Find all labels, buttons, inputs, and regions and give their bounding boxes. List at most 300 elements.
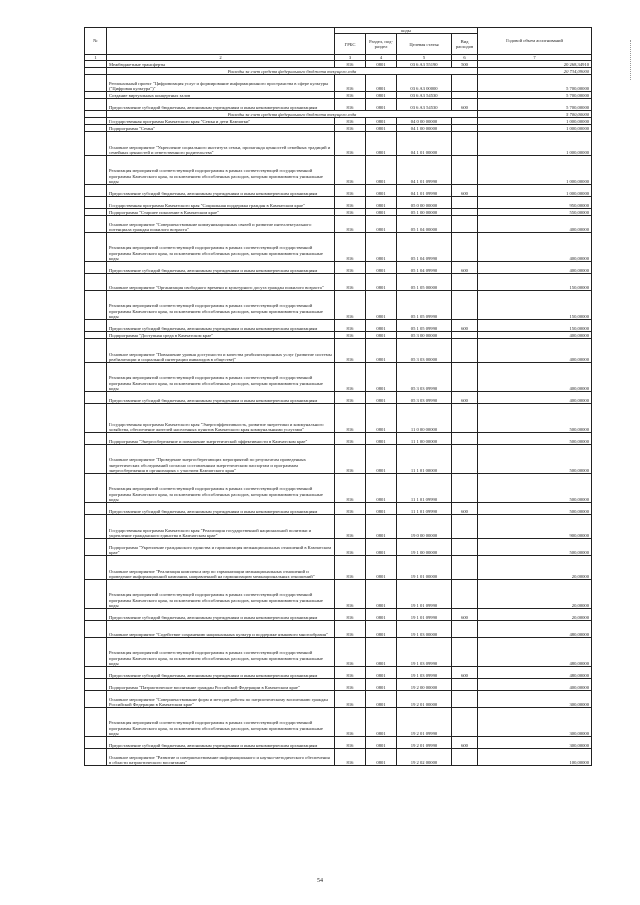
table-row bbox=[85, 320, 592, 332]
table-row bbox=[85, 291, 592, 320]
annual-amount-cell: 550,00000 bbox=[478, 209, 592, 216]
expense-name-cell: Предоставление субсидий бюджетным, автономным учреждениям и иным некоммерческим организациям bbox=[107, 503, 335, 515]
expense-type-cell bbox=[452, 332, 478, 339]
target-article-cell: 19 2 01 09990 bbox=[397, 708, 452, 737]
grbs-cell: 816 bbox=[335, 708, 366, 737]
target-article-cell: 05 1 05 09990 bbox=[397, 320, 452, 332]
annual-amount-cell: 500,00000 bbox=[478, 445, 592, 474]
document-sheet bbox=[84, 27, 591, 766]
expense-name-cell: Основное мероприятие "Развитие и совершенствование информационного и научно-методического обеспечения в области патриотического воспитания" bbox=[107, 749, 335, 766]
expense-name-cell: Межбюджетные трансферты bbox=[107, 61, 335, 68]
table-row bbox=[85, 515, 592, 539]
annual-amount-cell: 400,00000 bbox=[478, 679, 592, 691]
expense-type-cell bbox=[452, 274, 478, 291]
table-row bbox=[85, 667, 592, 679]
annual-amount-cell: 1 000,00000 bbox=[478, 132, 592, 156]
funding-note-amount: 20 734,09000 bbox=[478, 68, 592, 75]
funding-note-text: Расходы за счет средств федерального бюджета текущего года bbox=[107, 111, 478, 118]
grbs-cell: 816 bbox=[335, 691, 366, 708]
table-row bbox=[85, 363, 592, 392]
row-number-cell bbox=[85, 691, 107, 708]
annual-amount-cell: 150,00000 bbox=[478, 291, 592, 320]
target-article-cell: 19 0 00 00000 bbox=[397, 515, 452, 539]
expense-type-cell bbox=[452, 233, 478, 262]
header-target-article: Целевая статья bbox=[397, 34, 452, 55]
expense-type-cell bbox=[452, 556, 478, 580]
section-cell: 0801 bbox=[366, 749, 397, 766]
expense-type-cell: 600 bbox=[452, 609, 478, 621]
section-cell: 0801 bbox=[366, 708, 397, 737]
annual-amount-cell: 400,00000 bbox=[478, 216, 592, 233]
grbs-cell: 816 bbox=[335, 92, 366, 99]
expense-type-cell bbox=[452, 638, 478, 667]
annual-amount-cell: 1 000,00000 bbox=[478, 118, 592, 125]
row-number-cell bbox=[85, 332, 107, 339]
table-row bbox=[85, 679, 592, 691]
target-article-cell: 05 1 04 09990 bbox=[397, 233, 452, 262]
grbs-cell: 816 bbox=[335, 667, 366, 679]
table-row bbox=[85, 392, 592, 404]
expense-type-cell bbox=[452, 539, 478, 556]
section-cell: 0801 bbox=[366, 503, 397, 515]
expense-name-cell: Основное мероприятие "Укрепление социального института семьи, пропаганда ценностей семейных традиций и семейных ценностей и ответственного родительства" bbox=[107, 132, 335, 156]
target-article-cell: 19 2 02 00000 bbox=[397, 749, 452, 766]
column-index: 2 bbox=[107, 55, 335, 61]
annual-amount-cell: 400,00000 bbox=[478, 233, 592, 262]
expense-name-cell: Основное мероприятие "Совершенствование форм и методов работы по патриотическому воспитанию граждан Российской Федерации в Камчатском крае" bbox=[107, 691, 335, 708]
grbs-cell: 816 bbox=[335, 156, 366, 185]
annual-amount-cell: 400,00000 bbox=[478, 363, 592, 392]
target-article-cell: 19 1 00 00000 bbox=[397, 539, 452, 556]
funding-note-row bbox=[85, 111, 592, 118]
section-cell: 0801 bbox=[366, 92, 397, 99]
expense-type-cell bbox=[452, 708, 478, 737]
expense-type-cell bbox=[452, 749, 478, 766]
grbs-cell: 816 bbox=[335, 75, 366, 92]
table-row bbox=[85, 274, 592, 291]
section-cell: 0801 bbox=[366, 274, 397, 291]
row-number-cell bbox=[85, 320, 107, 332]
section-cell: 0801 bbox=[366, 291, 397, 320]
grbs-cell: 816 bbox=[335, 274, 366, 291]
row-number-cell bbox=[85, 75, 107, 92]
annual-amount-cell: 1 000,00000 bbox=[478, 125, 592, 132]
expense-type-cell: 600 bbox=[452, 392, 478, 404]
expense-name-cell: Основное мероприятие "Организация свободного времени и культурного досуга граждан пожилого возраста" bbox=[107, 274, 335, 291]
expense-type-cell: 600 bbox=[452, 262, 478, 274]
grbs-cell: 816 bbox=[335, 679, 366, 691]
row-number-cell bbox=[85, 233, 107, 262]
column-index: 6 bbox=[452, 55, 478, 61]
target-article-cell: 11 1 00 00000 bbox=[397, 433, 452, 445]
funding-note-row bbox=[85, 68, 592, 75]
annual-amount-cell: 500,00000 bbox=[478, 539, 592, 556]
annual-amount-cell: 300,00000 bbox=[478, 708, 592, 737]
expense-name-cell: Реализация мероприятий соответствующей подпрограммы в рамках соответствующей государственной программы Камчатского края, за исключением обособленных расходов, которым присваиваются уникальные коды bbox=[107, 580, 335, 609]
section-cell: 0801 bbox=[366, 580, 397, 609]
table-row bbox=[85, 262, 592, 274]
row-number-cell bbox=[85, 209, 107, 216]
row-number-cell bbox=[85, 404, 107, 433]
table-row bbox=[85, 433, 592, 445]
annual-amount-cell: 400,00000 bbox=[478, 392, 592, 404]
grbs-cell: 816 bbox=[335, 332, 366, 339]
grbs-cell: 816 bbox=[335, 233, 366, 262]
table-row bbox=[85, 474, 592, 503]
table-row bbox=[85, 209, 592, 216]
section-cell: 0801 bbox=[366, 125, 397, 132]
annual-amount-cell: 150,00000 bbox=[478, 274, 592, 291]
target-article-cell: 19 2 01 09990 bbox=[397, 737, 452, 749]
section-cell: 0801 bbox=[366, 404, 397, 433]
section-cell: 0801 bbox=[366, 556, 397, 580]
annual-amount-cell: 5 700,00000 bbox=[478, 75, 592, 92]
expense-type-cell bbox=[452, 291, 478, 320]
row-number-cell bbox=[85, 392, 107, 404]
table-row bbox=[85, 737, 592, 749]
section-cell: 0801 bbox=[366, 185, 397, 197]
grbs-cell: 816 bbox=[335, 515, 366, 539]
expense-name-cell: Государственная программа Камчатского края "Семья и дети Камчатки" bbox=[107, 118, 335, 125]
column-index: 1 bbox=[85, 55, 107, 61]
annual-amount-cell: 20,00000 bbox=[478, 609, 592, 621]
grbs-cell: 816 bbox=[335, 474, 366, 503]
target-article-cell: 03 6 A3 54530 bbox=[397, 92, 452, 99]
row-number-cell bbox=[85, 749, 107, 766]
column-index: 3 bbox=[335, 55, 366, 61]
expense-type-cell bbox=[452, 515, 478, 539]
table-row bbox=[85, 445, 592, 474]
expense-name-cell: Реализация мероприятий соответствующей подпрограммы в рамках соответствующей государственной программы Камчатского края, за исключением обособленных расходов, которым присваиваются уникальные коды bbox=[107, 708, 335, 737]
expense-type-cell bbox=[452, 197, 478, 209]
target-article-cell: 04 1 01 09990 bbox=[397, 185, 452, 197]
target-article-cell: 05 1 05 09990 bbox=[397, 291, 452, 320]
target-article-cell: 03 6 A3 55190 bbox=[397, 61, 452, 68]
section-cell: 0801 bbox=[366, 216, 397, 233]
row-number-cell bbox=[85, 433, 107, 445]
table-row bbox=[85, 216, 592, 233]
target-article-cell: 11 1 01 09990 bbox=[397, 503, 452, 515]
row-number-cell bbox=[85, 99, 107, 111]
table-body bbox=[85, 61, 592, 766]
section-cell: 0801 bbox=[366, 474, 397, 503]
target-article-cell: 04 0 00 00000 bbox=[397, 118, 452, 125]
annual-amount-cell: 300,00000 bbox=[478, 737, 592, 749]
annual-amount-cell: 500,00000 bbox=[478, 474, 592, 503]
expense-name-cell: Предоставление субсидий бюджетным, автономным учреждениям и иным некоммерческим организациям bbox=[107, 392, 335, 404]
expense-name-cell: Подпрограмма "Доступная среда в Камчатском крае" bbox=[107, 332, 335, 339]
row-number-cell bbox=[85, 580, 107, 609]
annual-amount-cell: 100,00000 bbox=[478, 749, 592, 766]
grbs-cell: 816 bbox=[335, 291, 366, 320]
annual-amount-cell: 20,00000 bbox=[478, 580, 592, 609]
expense-name-cell: Основное мероприятие "Содействие сохранению национальных культур и поддержке языкового многообразия" bbox=[107, 621, 335, 638]
expense-type-cell bbox=[452, 445, 478, 474]
expense-name-cell: Реализация мероприятий соответствующей подпрограммы в рамках соответствующей государственной программы Камчатского края, за исключением обособленных расходов, которым присваиваются уникальные коды bbox=[107, 291, 335, 320]
section-cell: 0801 bbox=[366, 132, 397, 156]
table-row bbox=[85, 125, 592, 132]
annual-amount-cell: 480,00000 bbox=[478, 667, 592, 679]
target-article-cell: 19 1 03 09990 bbox=[397, 638, 452, 667]
expense-name-cell: Предоставление субсидий бюджетным, автономным учреждениям и иным некоммерческим организациям bbox=[107, 667, 335, 679]
table-row bbox=[85, 156, 592, 185]
annual-amount-cell: 480,00000 bbox=[478, 621, 592, 638]
expense-name-cell: Государственная программа Камчатского края "Энергоэффективность, развитие энергетики и коммунального хозяйства, обеспечение жителей населенных пунктов Камчатского края коммунальными услугами" bbox=[107, 404, 335, 433]
section-cell: 0801 bbox=[366, 638, 397, 667]
grbs-cell: 816 bbox=[335, 556, 366, 580]
row-number-cell bbox=[85, 667, 107, 679]
header-codes-group: коды bbox=[335, 28, 478, 34]
section-cell: 0801 bbox=[366, 609, 397, 621]
grbs-cell: 816 bbox=[335, 209, 366, 216]
expense-name-cell: Реализация мероприятий соответствующей подпрограммы в рамках соответствующей государственной программы Камчатского края, за исключением обособленных расходов, которым присваиваются уникальные коды bbox=[107, 156, 335, 185]
target-article-cell: 19 1 01 00000 bbox=[397, 556, 452, 580]
grbs-cell: 816 bbox=[335, 749, 366, 766]
grbs-cell: 816 bbox=[335, 580, 366, 609]
grbs-cell: 816 bbox=[335, 320, 366, 332]
row-number-cell bbox=[85, 708, 107, 737]
grbs-cell: 816 bbox=[335, 132, 366, 156]
row-number-cell bbox=[85, 61, 107, 68]
annual-amount-cell: 400,00000 bbox=[478, 332, 592, 339]
row-number-cell bbox=[85, 503, 107, 515]
grbs-cell: 816 bbox=[335, 433, 366, 445]
section-cell: 0801 bbox=[366, 433, 397, 445]
section-cell: 0801 bbox=[366, 156, 397, 185]
expense-name-cell: Предоставление субсидий бюджетным, автономным учреждениям и иным некоммерческим организациям bbox=[107, 609, 335, 621]
target-article-cell: 05 1 05 00000 bbox=[397, 274, 452, 291]
row-number-cell bbox=[85, 125, 107, 132]
annual-amount-cell: 20 268,34910 bbox=[478, 61, 592, 68]
grbs-cell: 816 bbox=[335, 539, 366, 556]
grbs-cell: 816 bbox=[335, 185, 366, 197]
expense-name-cell: Подпрограмма "Энергосбережение и повышение энергетической эффективности в Камчатском крае" bbox=[107, 433, 335, 445]
section-cell: 0801 bbox=[366, 118, 397, 125]
section-cell: 0801 bbox=[366, 679, 397, 691]
expense-type-cell bbox=[452, 339, 478, 363]
annual-amount-cell: 20,00000 bbox=[478, 556, 592, 580]
expense-name-cell: Государственная программа Камчатского края "Реализация государственной национальной политики и укрепление гражданского единства в Камчатском крае" bbox=[107, 515, 335, 539]
column-index: 7 bbox=[478, 55, 592, 61]
section-cell: 0801 bbox=[366, 667, 397, 679]
table-row bbox=[85, 233, 592, 262]
annual-amount-cell: 500,00000 bbox=[478, 503, 592, 515]
grbs-cell: 816 bbox=[335, 125, 366, 132]
expense-type-cell bbox=[452, 156, 478, 185]
target-article-cell: 19 1 01 09990 bbox=[397, 580, 452, 609]
annual-amount-cell: 950,00000 bbox=[478, 197, 592, 209]
target-article-cell: 03 6 A3 00000 bbox=[397, 75, 452, 92]
table-row bbox=[85, 556, 592, 580]
section-cell: 0801 bbox=[366, 737, 397, 749]
expense-name-cell: Предоставление субсидий бюджетным, автономным учреждениям и иным некоммерческим организациям bbox=[107, 737, 335, 749]
target-article-cell: 05 1 04 00000 bbox=[397, 216, 452, 233]
table-row bbox=[85, 609, 592, 621]
annual-amount-cell: 1 000,00000 bbox=[478, 185, 592, 197]
section-cell: 0801 bbox=[366, 197, 397, 209]
row-number-cell bbox=[85, 556, 107, 580]
grbs-cell: 816 bbox=[335, 445, 366, 474]
row-number-cell bbox=[85, 118, 107, 125]
funding-note-amount: 5 700,00000 bbox=[478, 111, 592, 118]
expense-name-cell: Реализация мероприятий соответствующей подпрограммы в рамках соответствующей государственной программы Камчатского края, за исключением обособленных расходов, которым присваиваются уникальные коды bbox=[107, 233, 335, 262]
header-number: № bbox=[85, 28, 107, 55]
row-number-cell bbox=[85, 638, 107, 667]
expense-type-cell bbox=[452, 363, 478, 392]
row-number-cell bbox=[85, 621, 107, 638]
section-cell: 0801 bbox=[366, 99, 397, 111]
expense-type-cell: 600 bbox=[452, 737, 478, 749]
expense-type-cell: 500 bbox=[452, 61, 478, 68]
table-row bbox=[85, 118, 592, 125]
section-cell: 0801 bbox=[366, 392, 397, 404]
annual-amount-cell: 300,00000 bbox=[478, 691, 592, 708]
grbs-cell: 816 bbox=[335, 262, 366, 274]
section-cell: 0801 bbox=[366, 339, 397, 363]
target-article-cell: 19 2 01 00000 bbox=[397, 691, 452, 708]
table-row bbox=[85, 132, 592, 156]
grbs-cell: 816 bbox=[335, 503, 366, 515]
expense-name-cell: Предоставление субсидий бюджетным, автономным учреждениям и иным некоммерческим организациям bbox=[107, 185, 335, 197]
target-article-cell: 05 1 04 09990 bbox=[397, 262, 452, 274]
row-number-cell bbox=[85, 68, 107, 75]
annual-amount-cell: 1 000,00000 bbox=[478, 156, 592, 185]
expense-type-cell bbox=[452, 216, 478, 233]
section-cell: 0801 bbox=[366, 515, 397, 539]
table-row bbox=[85, 404, 592, 433]
section-cell: 0801 bbox=[366, 445, 397, 474]
annual-amount-cell: 400,00000 bbox=[478, 339, 592, 363]
grbs-cell: 816 bbox=[335, 118, 366, 125]
expense-name-cell: Основное мероприятие "Проведение энергосберегающих мероприятий по результатам проведенных энергетических обследований согласно составленным энергетическим паспортам и программам энергосбережения в организациях с участием Камчатского края" bbox=[107, 445, 335, 474]
section-cell: 0801 bbox=[366, 320, 397, 332]
grbs-cell: 816 bbox=[335, 99, 366, 111]
expense-name-cell: Подпрограмма "Укрепление гражданского единства и гармонизация межнациональных отношений в Камчатском крае" bbox=[107, 539, 335, 556]
table-row bbox=[85, 749, 592, 766]
target-article-cell: 11 1 01 00000 bbox=[397, 445, 452, 474]
target-article-cell: 19 2 00 00000 bbox=[397, 679, 452, 691]
expense-name-cell: Подпрограмма "Патриотическое воспитание граждан Российской Федерации в Камчатском крае" bbox=[107, 679, 335, 691]
row-number-cell bbox=[85, 363, 107, 392]
table-row bbox=[85, 638, 592, 667]
row-number-cell bbox=[85, 197, 107, 209]
table-row bbox=[85, 621, 592, 638]
row-number-cell bbox=[85, 679, 107, 691]
expense-name-cell: Реализация мероприятий соответствующей подпрограммы в рамках соответствующей государственной программы Камчатского края, за исключением обособленных расходов, которым присваиваются уникальные коды bbox=[107, 638, 335, 667]
target-article-cell: 11 0 00 00000 bbox=[397, 404, 452, 433]
row-number-cell bbox=[85, 92, 107, 99]
target-article-cell: 04 1 01 00000 bbox=[397, 132, 452, 156]
budget-table bbox=[84, 27, 592, 766]
scan-edge-mark bbox=[630, 40, 633, 80]
expense-name-cell: Предоставление субсидий бюджетным, автономным учреждениям и иным некоммерческим организациям bbox=[107, 320, 335, 332]
target-article-cell: 04 1 01 09990 bbox=[397, 156, 452, 185]
row-number-cell bbox=[85, 445, 107, 474]
header-annual-amount: Годовой объем ассигнований bbox=[478, 28, 592, 55]
expense-name-cell: Создание виртуальных концертных залов bbox=[107, 92, 335, 99]
table-row bbox=[85, 708, 592, 737]
grbs-cell: 816 bbox=[335, 404, 366, 433]
row-number-cell bbox=[85, 609, 107, 621]
row-number-cell bbox=[85, 515, 107, 539]
table-row bbox=[85, 580, 592, 609]
annual-amount-cell: 500,00000 bbox=[478, 404, 592, 433]
table-row bbox=[85, 185, 592, 197]
grbs-cell: 816 bbox=[335, 197, 366, 209]
row-number-cell bbox=[85, 185, 107, 197]
expense-type-cell: 600 bbox=[452, 320, 478, 332]
expense-name-cell: Основное мероприятие "Реализация комплекса мер по гармонизации межнациональных отношений и проведение информационной кампании, направленной на гармонизацию межнациональных отношений" bbox=[107, 556, 335, 580]
target-article-cell: 19 1 03 00000 bbox=[397, 621, 452, 638]
target-article-cell: 05 1 00 00000 bbox=[397, 209, 452, 216]
expense-name-cell: Основное мероприятие "Совершенствование коммуникационных связей и развитие интеллектуального потенциала граждан пожилого возраста" bbox=[107, 216, 335, 233]
expense-type-cell bbox=[452, 209, 478, 216]
table-row bbox=[85, 691, 592, 708]
section-cell: 0801 bbox=[366, 621, 397, 638]
grbs-cell: 816 bbox=[335, 737, 366, 749]
expense-name-cell: Региональный проект "Цифровизация услуг и формирование информационного пространства в сфере культуры ("Цифровая культура")" bbox=[107, 75, 335, 92]
expense-type-cell bbox=[452, 125, 478, 132]
target-article-cell: 19 1 01 09990 bbox=[397, 609, 452, 621]
section-cell: 0801 bbox=[366, 75, 397, 92]
row-number-cell bbox=[85, 474, 107, 503]
section-cell: 0801 bbox=[366, 363, 397, 392]
target-article-cell: 05 3 03 09990 bbox=[397, 363, 452, 392]
expense-type-cell bbox=[452, 118, 478, 125]
table-row bbox=[85, 61, 592, 68]
expense-name-cell: Подпрограмма "Семья" bbox=[107, 125, 335, 132]
annual-amount-cell: 480,00000 bbox=[478, 638, 592, 667]
section-cell: 0801 bbox=[366, 332, 397, 339]
target-article-cell: 04 1 00 00000 bbox=[397, 125, 452, 132]
header-name bbox=[107, 28, 335, 55]
expense-type-cell bbox=[452, 621, 478, 638]
expense-type-cell bbox=[452, 404, 478, 433]
annual-amount-cell: 150,00000 bbox=[478, 320, 592, 332]
row-number-cell bbox=[85, 216, 107, 233]
section-cell: 0801 bbox=[366, 539, 397, 556]
row-number-cell bbox=[85, 156, 107, 185]
row-number-cell bbox=[85, 339, 107, 363]
row-number-cell bbox=[85, 539, 107, 556]
annual-amount-cell: 400,00000 bbox=[478, 262, 592, 274]
page-number: 54 bbox=[317, 878, 323, 884]
grbs-cell: 816 bbox=[335, 638, 366, 667]
expense-type-cell: 600 bbox=[452, 99, 478, 111]
target-article-cell: 19 1 03 09990 bbox=[397, 667, 452, 679]
expense-type-cell bbox=[452, 679, 478, 691]
target-article-cell: 05 3 03 09990 bbox=[397, 392, 452, 404]
expense-name-cell: Предоставление субсидий бюджетным, автономным учреждениям и иным некоммерческим организациям bbox=[107, 99, 335, 111]
grbs-cell: 816 bbox=[335, 609, 366, 621]
row-number-cell bbox=[85, 291, 107, 320]
expense-name-cell: Реализация мероприятий соответствующей подпрограммы в рамках соответствующей государственной программы Камчатского края, за исключением обособленных расходов, которым присваиваются уникальные коды bbox=[107, 363, 335, 392]
target-article-cell: 05 3 00 00000 bbox=[397, 332, 452, 339]
grbs-cell: 816 bbox=[335, 621, 366, 638]
expense-type-cell bbox=[452, 691, 478, 708]
grbs-cell: 816 bbox=[335, 339, 366, 363]
expense-name-cell: Предоставление субсидий бюджетным, автономным учреждениям и иным некоммерческим организациям bbox=[107, 262, 335, 274]
annual-amount-cell: 900,00000 bbox=[478, 515, 592, 539]
target-article-cell: 05 3 03 00000 bbox=[397, 339, 452, 363]
header-expense-type: Вид расходов bbox=[452, 34, 478, 55]
expense-type-cell: 600 bbox=[452, 503, 478, 515]
expense-type-cell bbox=[452, 474, 478, 503]
grbs-cell: 816 bbox=[335, 216, 366, 233]
section-cell: 0801 bbox=[366, 61, 397, 68]
expense-type-cell bbox=[452, 580, 478, 609]
row-number-cell bbox=[85, 737, 107, 749]
